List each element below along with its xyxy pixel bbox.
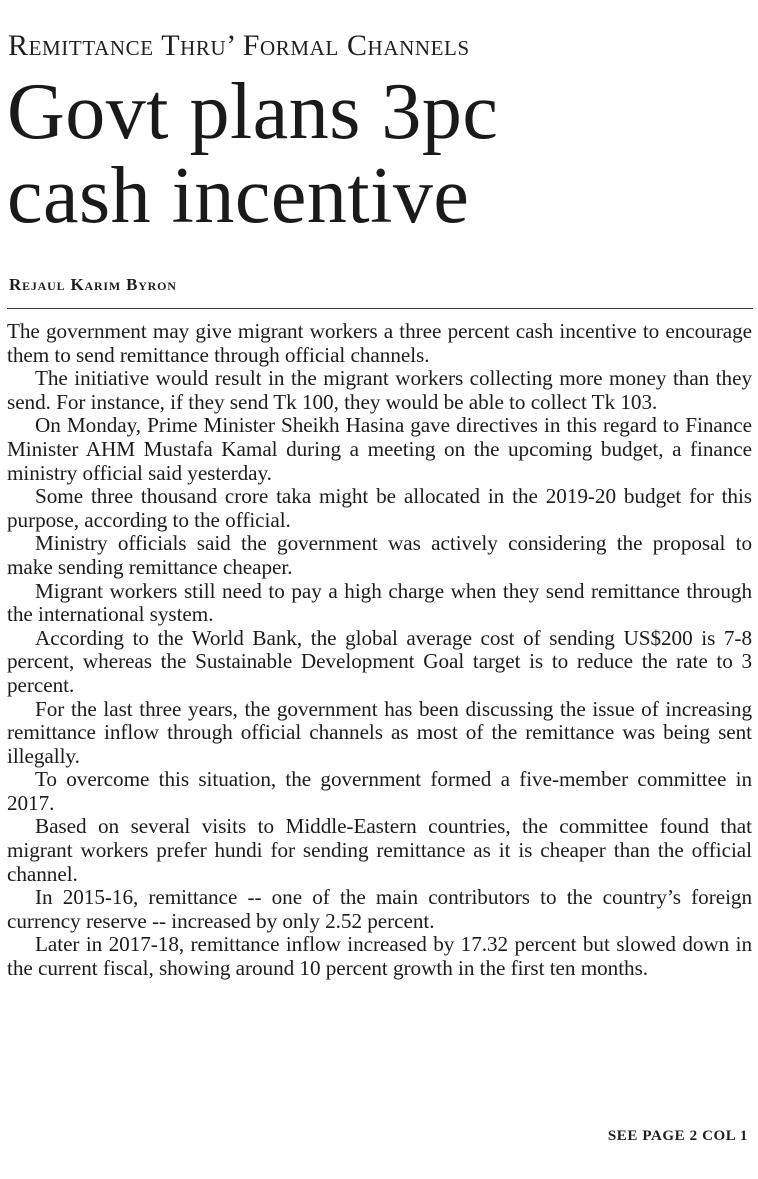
headline [7,70,752,238]
paragraph: Later in 2017-18, remittance inflow increased by 17.32 percent but slowed down in the current fiscal, showing around 10 percent growth in the first ten months. [7,932,752,981]
kicker-heading: Remittance Thru’ Formal Channels [8,29,470,62]
paragraph: Ministry officials said the government was actively considering the proposal to make sending remittance cheaper. [7,531,752,579]
paragraph: Migrant workers still need to pay a high charge when they send remittance through the international system. [7,578,752,627]
headline-line-1: Govt plans 3pc [7,68,499,156]
paragraph: According to the World Bank, the global average cost of sending US$200 is 7-8 percent, whereas the Sustainable Development Goal target is to reduce the rate to 3 percent. [7,625,752,697]
headline-line-2: cash incentive [7,152,470,240]
continued-on-page-2: SEE PAGE 2 COL 1 [607,1128,748,1144]
paragraph: Based on several visits to Middle-Eastern countries, the committee found that migrant workers prefer hundi for sending remittance as it is cheaper than the official channel. [7,814,752,886]
paragraph: The initiative would result in the migrant workers collecting more money than they send. For instance, if they send Tk 100, they would be able to collect Tk 103. [7,366,752,414]
paragraph: To overcome this situation, the government formed a five-member committee in 2017. [7,767,752,815]
byline-divider [7,308,753,309]
paragraph: The government may give migrant workers a three percent cash incentive to encourage them to send remittance through official channels. [7,319,752,367]
paragraph: Some three thousand crore taka might be allocated in the 2019-20 budget for this purpose, according to the official. [7,484,752,532]
byline: Rejaul Karim Byron [9,275,177,294]
article-body [7,320,752,981]
paragraph: On Monday, Prime Minister Sheikh Hasina gave directives in this regard to Finance Minister AHM Mustafa Kamal during a meeting on the upcoming budget, a finance ministry official said yesterday. [7,413,752,485]
paragraph: For the last three years, the government has been discussing the issue of increasing remittance inflow through official channels as most of the remittance was being sent illegally. [7,696,752,768]
paragraph: In 2015-16, remittance -- one of the main contributors to the country’s foreign currency reserve -- increased by only 2.52 percent. [7,885,752,933]
